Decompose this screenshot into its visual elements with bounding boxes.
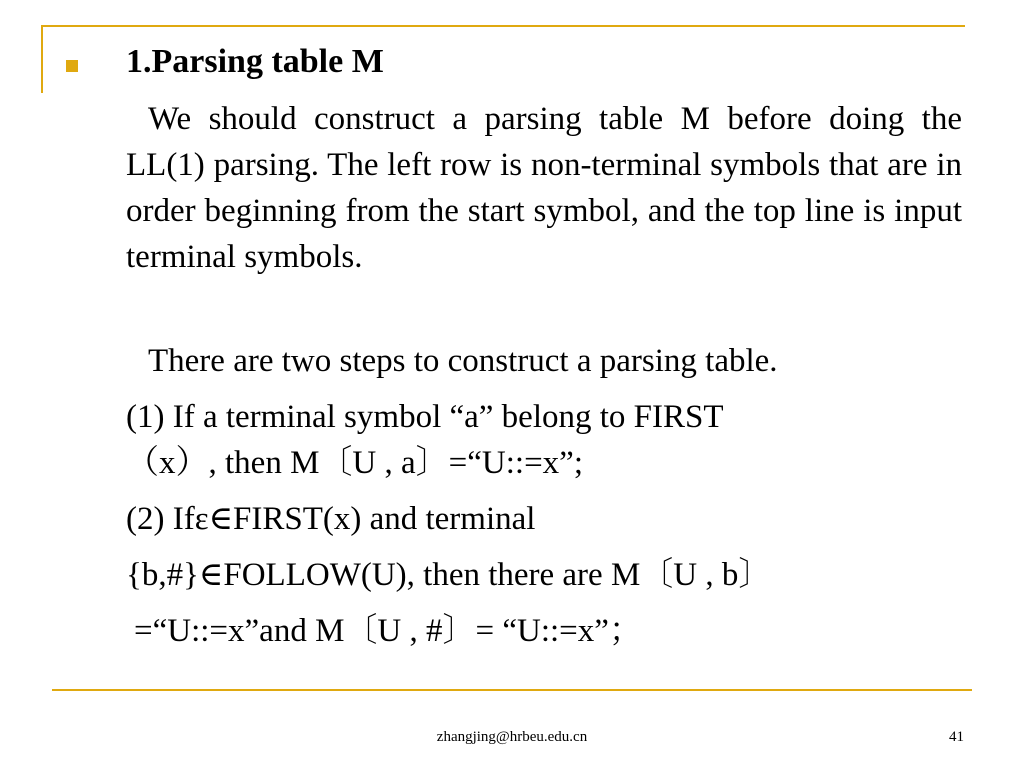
slide-title: 1.Parsing table M <box>126 43 384 80</box>
step-1-line-1: (1) If a terminal symbol “a” belong to FIRST <box>126 399 724 435</box>
bottom-divider-line <box>52 689 972 691</box>
top-divider-line <box>41 25 965 27</box>
step-1-line-2: （x）, then M〔U , a〕=“U::=x”; <box>126 445 583 481</box>
page-number: 41 <box>949 729 964 745</box>
footer-email: zhangjing@hrbeu.edu.cn <box>436 729 588 745</box>
square-bullet-icon <box>66 60 78 72</box>
step-2-line-3: =“U::=x”and M〔U , #〕= “U::=x”； <box>134 613 642 649</box>
left-accent-line <box>41 25 43 93</box>
paragraph-intro: We should construct a parsing table M before doing the LL(1) parsing. The left row is non-terminal symbols that are in order beginning from the start symbol, and the top line is input terminal symbols. <box>126 101 962 275</box>
step-2-line-2: {b,#}∈FOLLOW(U), then there are M〔U , b〕 <box>126 557 772 593</box>
step-2-line-1: (2) Ifε∈FIRST(x) and terminal <box>126 501 536 537</box>
paragraph-steps-intro: There are two steps to construct a parsing table. <box>148 343 778 379</box>
